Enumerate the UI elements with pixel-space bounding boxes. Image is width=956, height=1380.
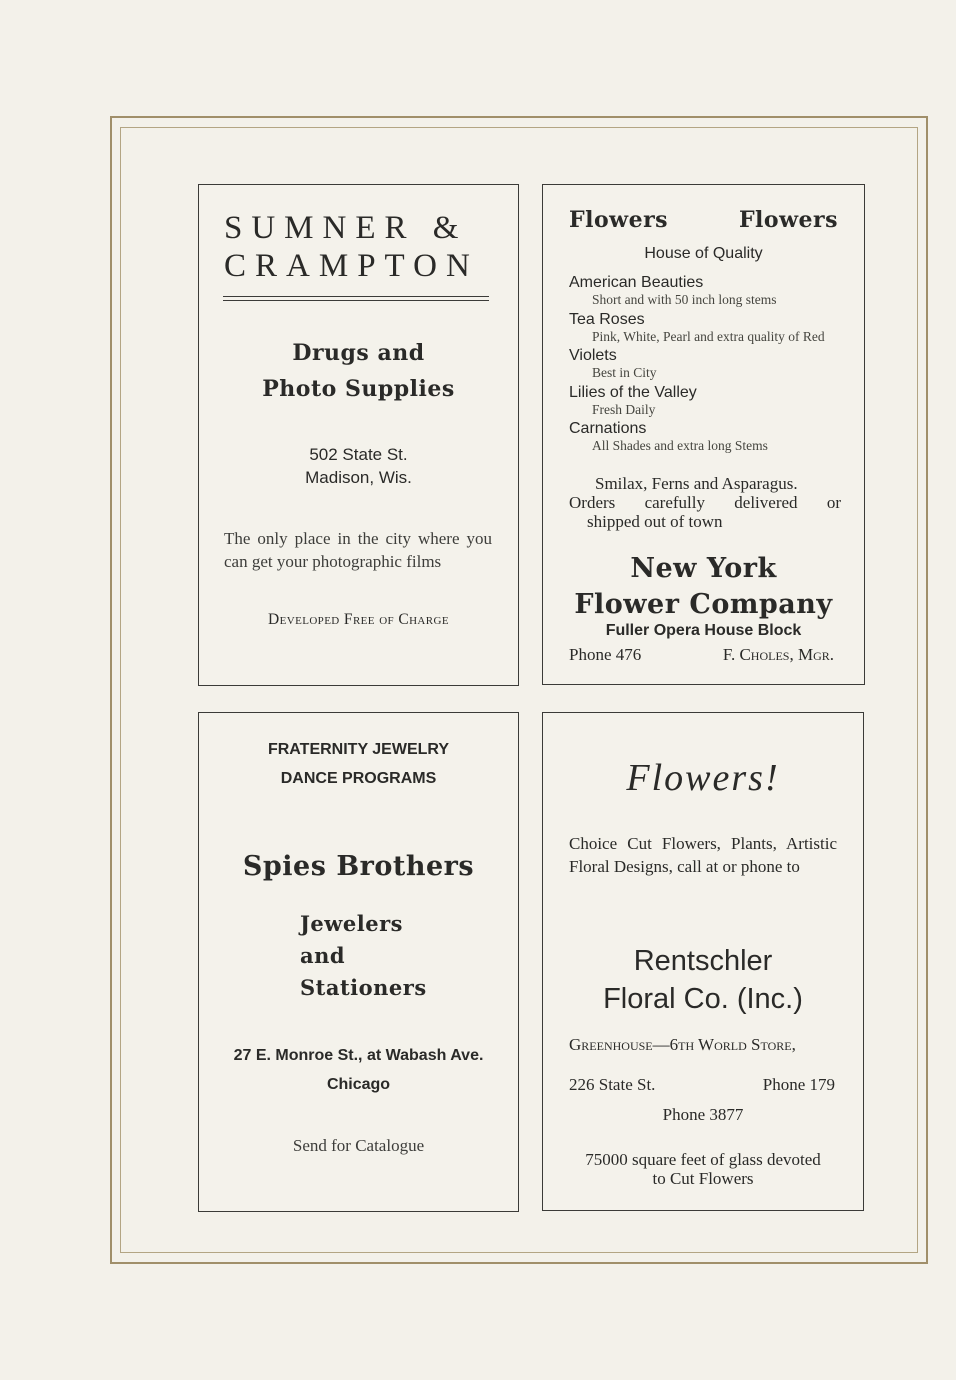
double-rule-top — [223, 296, 489, 297]
house-of-quality: House of Quality — [644, 245, 763, 262]
headline: Flowers! — [626, 757, 780, 799]
flower-list — [569, 274, 844, 457]
greenhouse-text: Greenhouse—6th World Store, — [569, 1035, 796, 1054]
header-right: Flowers — [738, 207, 838, 233]
opera-house-block: Fuller Opera House Block — [605, 622, 802, 639]
title-line-2: CRAMPTON — [224, 248, 479, 284]
role-line-1: Jewelers — [300, 911, 403, 936]
header-line-1: FRATERNITY JEWELRY — [267, 741, 450, 758]
business-name: Spies Brothers — [242, 851, 475, 882]
tagline-line-1: Drugs and — [292, 340, 425, 366]
ad-new-york-flower-company — [542, 184, 865, 685]
glass-line-1: 75000 square feet of glass devoted — [585, 1150, 821, 1169]
manager-name: F. Choles, Mgr. — [722, 645, 834, 664]
tagline-line-2: Photo Supplies — [262, 376, 455, 402]
address — [199, 443, 518, 489]
company-name — [543, 551, 864, 623]
ad-note: The only place in the city where you can get your photographic films — [224, 529, 492, 571]
name-line-1: Rentschler — [633, 945, 773, 977]
title-line-1: SUMNER & — [224, 210, 468, 246]
phone-number: Phone 476 — [569, 645, 642, 664]
address-line-1: 502 State St. — [309, 445, 408, 464]
glass-text — [563, 1150, 843, 1188]
list-item — [569, 347, 844, 381]
address-line-1: 27 E. Monroe St., at Wabash Ave. — [233, 1047, 484, 1064]
item-name: Tea Roses — [569, 310, 645, 328]
item-desc: Best in City — [592, 365, 657, 380]
ad-title — [224, 209, 479, 285]
smilax-line-1: Smilax, Ferns and Asparagus. — [595, 474, 798, 493]
glass-line-2: to Cut Flowers — [652, 1169, 754, 1188]
phone-number-2: Phone 3877 — [662, 1105, 744, 1124]
ad-spies-brothers — [198, 712, 519, 1212]
address — [199, 1041, 518, 1099]
item-name: Carnations — [569, 420, 647, 437]
choice-text: Choice Cut Flowers, Plants, Artistic Floral Designs, call at or phone to — [569, 834, 837, 876]
address-line-2: Madison, Wis. — [305, 468, 412, 487]
phone-number-1: Phone 179 — [762, 1075, 835, 1094]
list-item — [569, 384, 844, 418]
item-desc: Fresh Daily — [592, 401, 656, 417]
ad-sumner-crampton — [198, 184, 519, 686]
role-line-2: and — [300, 943, 346, 968]
item-desc: Short and with 50 inch long stems — [592, 292, 777, 307]
smilax-line-3: shipped out of town — [587, 512, 723, 531]
catalogue-text: Send for Catalogue — [292, 1136, 425, 1155]
item-name: Violets — [569, 347, 617, 364]
smilax-text — [569, 474, 841, 531]
item-name: American Beauties — [569, 274, 704, 291]
name-line-2: Floral Co. (Inc.) — [603, 983, 803, 1015]
business-name — [543, 942, 863, 1018]
header-line-2: DANCE PROGRAMS — [280, 770, 437, 787]
item-desc: Pink, White, Pearl and extra quality of Red — [592, 328, 825, 344]
smilax-line-2: Orders carefully delivered or — [569, 493, 841, 512]
item-desc: All Shades and extra long Stems — [592, 438, 768, 453]
developed-free-text: Developed Free of Charge — [268, 611, 449, 628]
company-line-1: New York — [630, 553, 777, 584]
ad-header — [199, 735, 518, 793]
address-line-2: Chicago — [326, 1076, 391, 1093]
tagline — [199, 335, 518, 407]
company-line-2: Flower Company — [574, 589, 833, 620]
role-line-3: Stationers — [300, 975, 427, 1000]
list-item — [569, 420, 844, 454]
item-name: Lilies of the Valley — [569, 383, 697, 401]
double-rule-bottom — [223, 300, 489, 301]
list-item — [569, 274, 844, 308]
header-left: Flowers — [569, 207, 669, 233]
list-item — [569, 311, 844, 345]
street-address: 226 State St. — [569, 1075, 656, 1094]
business-role — [300, 908, 427, 1004]
ad-rentschler-floral — [542, 712, 864, 1211]
